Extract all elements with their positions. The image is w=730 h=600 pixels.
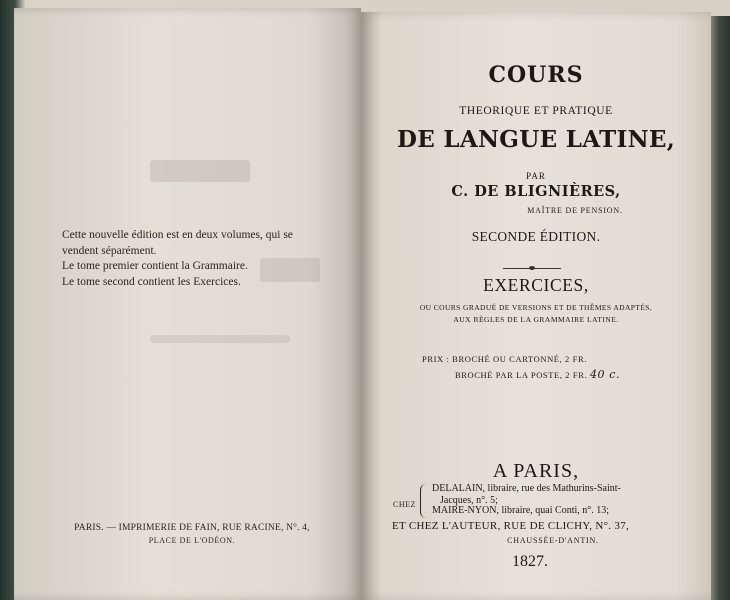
district: CHAUSSÉE-D'ANTIN. [507,536,599,545]
note-line: vendent séparément. [62,244,157,257]
title-cours: COURS [488,62,584,88]
bookseller-line: MAIRE-NYON, libraire, quai Conti, n°. 13; [432,505,610,516]
binding-left [0,0,14,600]
ornamental-rule [503,268,561,269]
note-line: Cette nouvelle édition est en deux volumes, qui se [62,229,293,241]
author-name: C. DE BLIGNIÈRES, [451,183,621,200]
binding-right [711,16,730,600]
brace [420,484,429,518]
price-text: BROCHÉ PAR LA POSTE, 2 FR. [455,370,588,380]
imprint-line: PARIS. — IMPRIMERIE DE FAIN, RUE RACINE, N°. 4, [74,523,310,533]
author-address: ET CHEZ L'AUTEUR, RUE DE CLICHY, N°. 37, [392,520,630,532]
title-theorique: THEORIQUE ET PRATIQUE [459,105,613,117]
imprint-line: PLACE DE L'ODÉON. [148,536,236,545]
author-role: MAÎTRE DE PENSION. [527,206,623,215]
price-line-post [455,368,620,381]
section-title: EXERCICES, [483,275,589,295]
chez-label: CHEZ [393,500,416,509]
subtitle-line: AUX RÈGLES DE LA GRAMMAIRE LATINE. [453,315,619,324]
city: A PARIS, [492,460,580,482]
publication-year: 1827. [512,553,548,570]
title-langue-latine: DE LANGUE LATINE, [396,126,676,153]
bleed-through-shape [150,160,250,182]
edition-note [62,228,352,290]
handwritten-price: 40 c. [589,368,621,381]
bookseller-line: Jacques, n°. 5; [440,495,498,506]
bookseller-line: DELALAIN, libraire, rue des Mathurins-Saint- [432,483,621,494]
edition-label: SECONDE ÉDITION. [471,229,601,244]
printer-imprint [62,523,322,545]
by-label: PAR [526,171,546,181]
left-page [14,8,361,600]
subtitle-line: OU COURS GRADUÉ DE VERSIONS ET DE THÊMES ADAPTÉS, [419,303,653,312]
bleed-through-shape [150,335,290,343]
note-line: Le tome premier contient la Grammaire. [62,260,248,272]
note-line: Le tome second contient les Exercices. [62,275,241,288]
price-line: PRIX : BROCHÉ OU CARTONNÉ, 2 FR. [422,354,587,364]
